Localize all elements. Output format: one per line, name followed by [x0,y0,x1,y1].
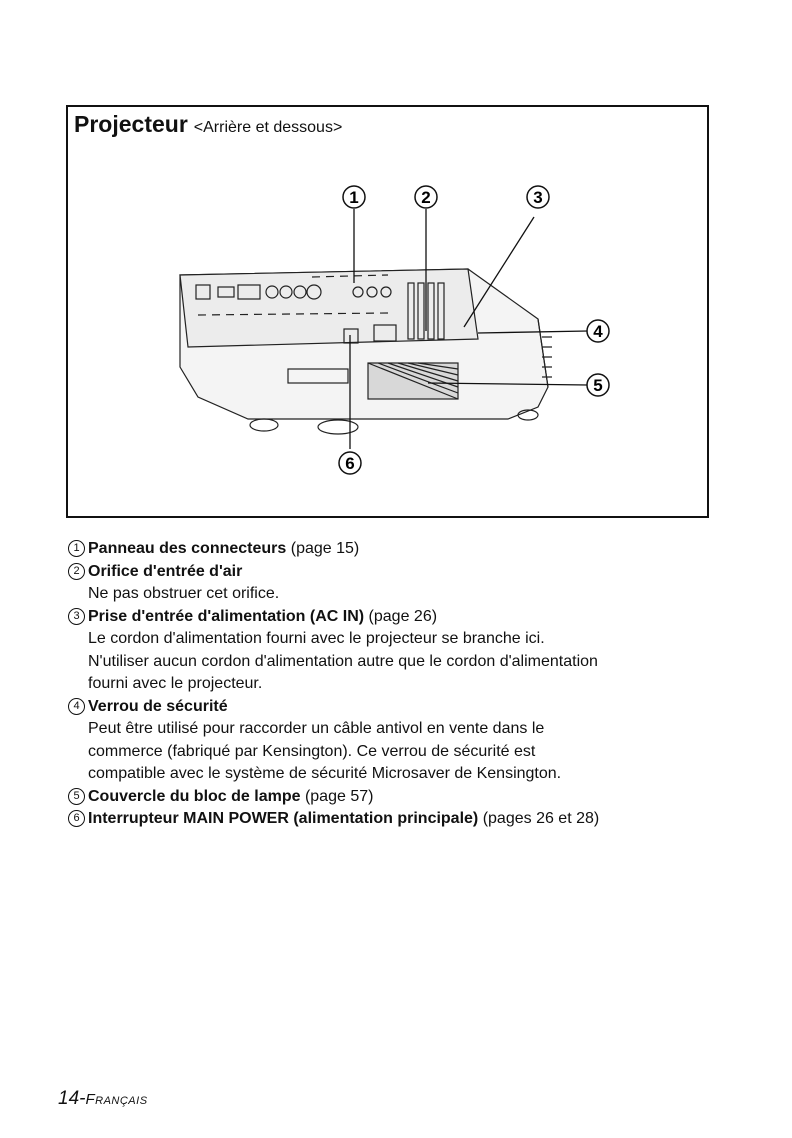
footer-language: Français [85,1091,148,1108]
item-description-line: Peut être utilisé pour raccorder un câble antivol en vente dans le [88,720,545,737]
item-page-ref: (page 26) [364,607,438,625]
list-item [68,808,748,831]
item-title: Orifice d'entrée d'air [88,562,243,580]
item-description-line: Le cordon d'alimentation fourni avec le projecteur se branche ici. [88,630,545,647]
page-footer [58,1088,148,1110]
list-item [68,538,748,561]
item-description-line: commerce (fabriqué par Kensington). Ce verrou de sécurité est [88,742,536,760]
item-title: Panneau des connecteurs [88,540,287,557]
item-title: Prise d'entrée d'alimentation (AC IN) [88,607,365,625]
item-number: 5 [68,788,85,805]
callout-1-label: 1 [349,188,359,207]
item-number: 6 [68,810,85,827]
item-number: 4 [68,698,85,715]
item-number: 2 [68,563,85,580]
list-item [68,696,748,786]
callout-1 [343,186,365,208]
projector-illustration [68,107,707,516]
callout-4-label: 4 [593,322,603,341]
page-number: 14- [58,1088,86,1109]
item-title: Couvercle du bloc de lampe [88,787,301,805]
item-description-line: fourni avec le projecteur. [88,675,263,692]
item-page-ref: (page 57) [300,787,374,805]
item-description-line: Ne pas obstruer cet orifice. [88,585,280,602]
item-page-ref: (pages 26 et 28) [478,810,600,827]
item-title: Interrupteur MAIN POWER (alimentation principale) [88,810,479,827]
callout-2-label: 2 [421,188,431,207]
callout-2 [415,186,437,208]
callout-3-label: 3 [533,188,543,207]
item-number: 1 [68,540,85,557]
list-item [68,606,748,696]
figure-subtitle: <Arrière et dessous> [193,119,343,136]
figure-title-main: Projecteur [74,111,188,137]
callout-5 [587,374,609,396]
callout-6 [339,452,361,474]
item-title: Verrou de sécurité [88,697,228,715]
list-item [68,561,748,606]
callout-4 [587,320,609,342]
figure-box [66,105,709,518]
item-list [68,538,748,831]
callout-5-label: 5 [593,376,603,395]
list-item [68,786,748,809]
callout-6-label: 6 [345,454,355,473]
item-number: 3 [68,608,85,625]
item-page-ref: (page 15) [286,540,360,557]
callout-3 [527,186,549,208]
item-description-line: N'utiliser aucun cordon d'alimentation autre que le cordon d'alimentation [88,652,598,670]
item-description-line: compatible avec le système de sécurité Microsaver de Kensington. [88,765,562,782]
